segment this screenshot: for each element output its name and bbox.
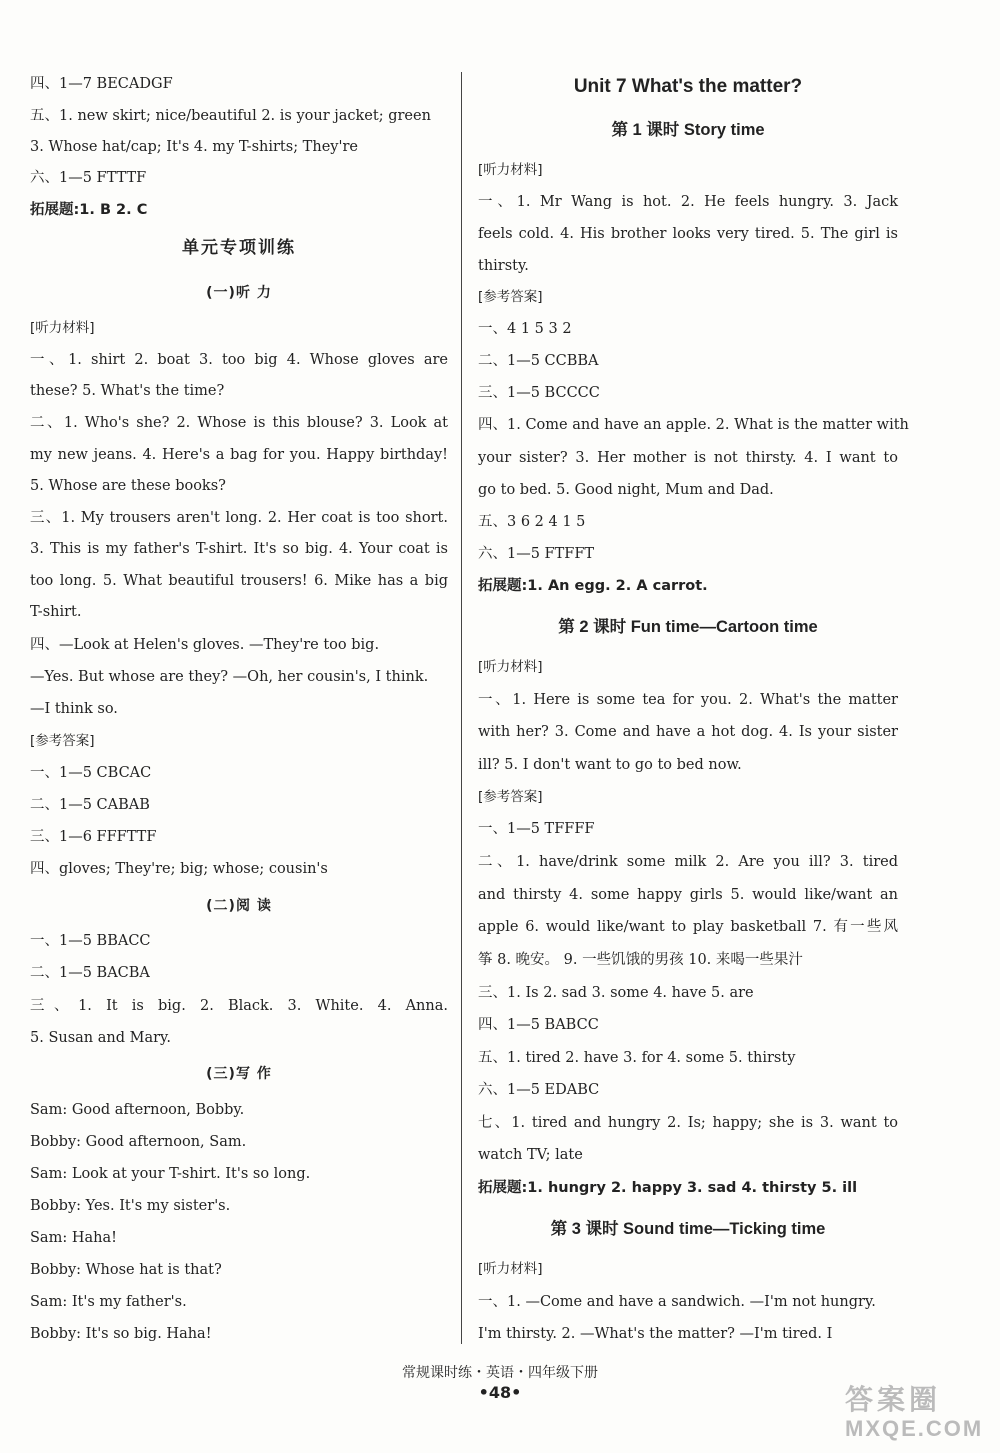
- answer-tag: [参考答案]: [30, 733, 95, 749]
- extension-answer: 拓展题:1. B 2. C: [30, 202, 148, 218]
- answer-line: 一、1—5 CBCAC: [30, 765, 152, 781]
- material-tag: [听力材料]: [30, 320, 95, 336]
- writing-line: Sam: Good afternoon, Bobby.: [30, 1102, 245, 1118]
- material-tag: [听力材料]: [478, 1261, 543, 1277]
- answer-line: my new jeans. 4. Here's a bag for you. Happy birthday!: [30, 447, 448, 463]
- answer-line: with her? 3. Come and have a hot dog. 4. Is your sister: [478, 724, 898, 740]
- answer-line: 一、1. shirt 2. boat 3. too big 4. Whose gloves are: [30, 352, 448, 368]
- answer-line: T-shirt.: [30, 604, 82, 620]
- dialogue-line: —Yes. But whose are they? —Oh, her cousin's, I think.: [30, 669, 429, 685]
- answer-line: 一、1—5 TFFFF: [478, 821, 595, 837]
- subsection-title: (三)写 作: [206, 1066, 272, 1082]
- answer-line: 二、1—5 CABAB: [30, 797, 150, 813]
- writing-line: Sam: Look at your T-shirt. It's so long.: [30, 1166, 311, 1182]
- answer-line: 3. Whose hat/cap; It's 4. my T-shirts; They're: [30, 139, 358, 155]
- lesson-title: 第 1 课时 Story time: [611, 121, 765, 139]
- lesson-title: 第 2 课时 Fun time—Cartoon time: [558, 618, 818, 636]
- answer-line: 四、1—7 BECADGF: [30, 76, 173, 92]
- dialogue-line: 一、1. —Come and have a sandwich. —I'm not hungry.: [478, 1294, 876, 1310]
- answer-line: these? 5. What's the time?: [30, 383, 225, 399]
- watermark-text: 答案圈: [845, 1384, 942, 1415]
- answer-line: watch TV; late: [478, 1147, 583, 1163]
- answer-line: 3. This is my father's T-shirt. It's so big. 4. Your coat is: [30, 541, 448, 557]
- answer-line: 二、1—5 CCBBA: [478, 353, 599, 369]
- answer-line: 四、gloves; They're; big; whose; cousin's: [30, 861, 328, 877]
- answer-line: 三、1—6 FFFTTF: [30, 829, 157, 845]
- answer-line: 三、1—5 BCCCC: [478, 385, 600, 401]
- answer-line: 五、3 6 2 4 1 5: [478, 514, 586, 530]
- writing-line: Bobby: Good afternoon, Sam.: [30, 1134, 247, 1150]
- answer-line: 一、1. Here is some tea for you. 2. What's the matter: [478, 692, 898, 708]
- answer-line: 二、1. have/drink some milk 2. Are you ill? 3. tired: [478, 854, 898, 870]
- material-tag: [听力材料]: [478, 659, 543, 675]
- answer-line: 六、1—5 FTFFT: [478, 546, 595, 562]
- answer-line: and thirsty 4. some happy girls 5. would like/want an: [478, 887, 898, 903]
- answer-tag: [参考答案]: [478, 289, 543, 305]
- dialogue-line: —I think so.: [30, 701, 118, 717]
- answer-line: your sister? 3. Her mother is not thirsty. 4. I want to: [478, 450, 898, 466]
- answer-line: 一、1—5 BBACC: [30, 933, 151, 949]
- answer-line: 六、1—5 FTTTF: [30, 170, 147, 186]
- dialogue-line: 四、—Look at Helen's gloves. —They're too big.: [30, 637, 380, 653]
- answer-line: 三、1. My trousers aren't long. 2. Her coat is too short.: [30, 510, 448, 526]
- material-tag: [听力材料]: [478, 162, 543, 178]
- answer-line: too long. 5. What beautiful trousers! 6. Mike has a big: [30, 573, 448, 589]
- watermark-logo: [845, 1378, 984, 1441]
- lesson-title: 第 3 课时 Sound time—Ticking time: [550, 1220, 826, 1238]
- answer-line: 二、1. Who's she? 2. Whose is this blouse? 3. Look at: [30, 415, 448, 431]
- answer-line: thirsty.: [478, 258, 529, 274]
- writing-line: Sam: Haha!: [30, 1230, 117, 1246]
- answer-line: 一、1. Mr Wang is hot. 2. He feels hungry. 3. Jack: [478, 194, 898, 210]
- answer-line: 五、1. tired 2. have 3. for 4. some 5. thirsty: [478, 1050, 796, 1066]
- dialogue-line: I'm thirsty. 2. —What's the matter? —I'm tired. I: [478, 1326, 833, 1342]
- answer-line: 三、1. Is 2. sad 3. some 4. have 5. are: [478, 985, 754, 1001]
- answer-line: ill? 5. I don't want to go to bed now.: [478, 757, 742, 773]
- answer-line: 七、1. tired and hungry 2. Is; happy; she is 3. want to: [478, 1115, 898, 1131]
- answer-line: apple 6. would like/want to play basketball 7. 有一些风: [478, 919, 898, 935]
- answer-line: go to bed. 5. Good night, Mum and Dad.: [478, 482, 774, 498]
- answer-tag: [参考答案]: [478, 789, 543, 805]
- answer-line: 六、1—5 EDABC: [478, 1082, 600, 1098]
- answer-line: 四、1. Come and have an apple. 2. What is the matter with: [478, 417, 909, 433]
- column-divider: [461, 72, 462, 1344]
- extension-answer: 拓展题:1. hungry 2. happy 3. sad 4. thirsty 5. ill: [478, 1180, 858, 1196]
- answer-line: 三、1. It is big. 2. Black. 3. White. 4. Anna.: [30, 998, 448, 1014]
- answer-line: 五、1. new skirt; nice/beautiful 2. is your jacket; green: [30, 108, 431, 124]
- unit-title: Unit 7 What's the matter?: [573, 76, 803, 97]
- writing-line: Bobby: It's so big. Haha!: [30, 1326, 212, 1342]
- watermark-url: MXQE.COM: [845, 1416, 984, 1441]
- answer-line: 5. Susan and Mary.: [30, 1030, 171, 1046]
- answer-line: 二、1—5 BACBA: [30, 965, 150, 981]
- writing-line: Bobby: Whose hat is that?: [30, 1262, 222, 1278]
- book-title-footer: 常规课时练・英语・四年级下册: [402, 1365, 598, 1381]
- answer-line: 四、1—5 BABCC: [478, 1017, 599, 1033]
- answer-line: 筝 8. 晚安。 9. 一些饥饿的男孩 10. 来喝一些果汁: [478, 952, 803, 968]
- section-title: 单元专项训练: [182, 238, 296, 258]
- answer-line: feels cold. 4. His brother looks very tired. 5. The girl is: [478, 226, 898, 242]
- answer-line: 5. Whose are these books?: [30, 478, 226, 494]
- subsection-title: (二)阅 读: [206, 898, 272, 914]
- subsection-title: (一)听 力: [206, 285, 272, 301]
- writing-line: Bobby: Yes. It's my sister's.: [30, 1198, 231, 1214]
- extension-answer: 拓展题:1. An egg. 2. A carrot.: [478, 578, 708, 594]
- answer-line: 一、4 1 5 3 2: [478, 321, 572, 337]
- writing-line: Sam: It's my father's.: [30, 1294, 187, 1310]
- page-number: •48•: [478, 1383, 522, 1402]
